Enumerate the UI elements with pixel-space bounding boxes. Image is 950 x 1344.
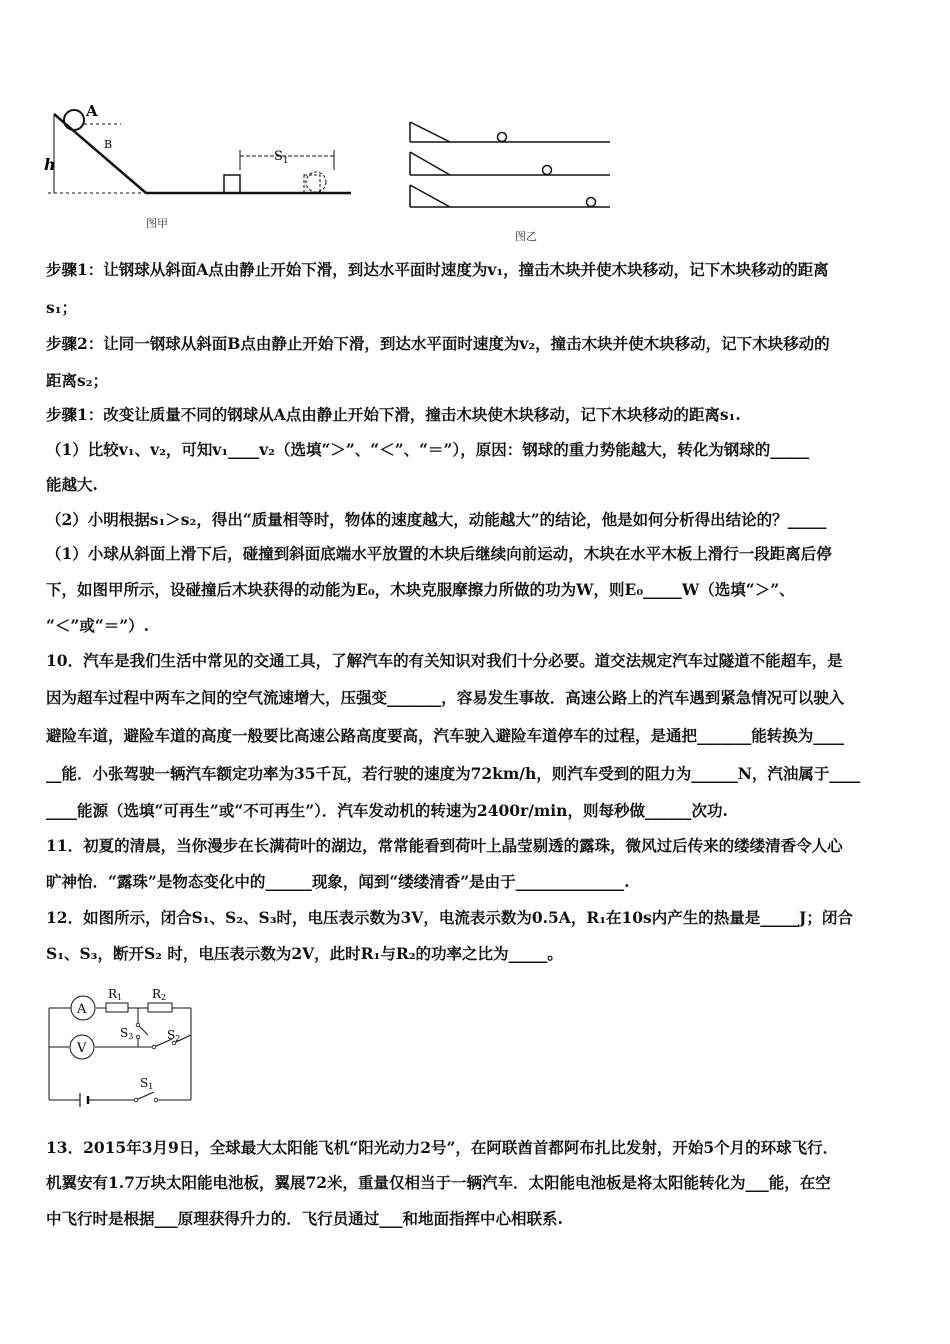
ball-3 <box>587 198 596 207</box>
ball-1 <box>498 133 507 142</box>
caption-jia: 图甲 <box>146 217 168 230</box>
ramp-slope <box>54 114 146 193</box>
step3-line: 步骤1：改变让质量不同的钢球从A点由静止开始下滑，撞击木块使木块移动，记下木块移动的距离s₁. <box>46 405 741 424</box>
ammeter-label: A <box>77 1002 87 1017</box>
resistor-r2 <box>148 1003 172 1012</box>
figure-jia <box>46 100 376 235</box>
q13-line-1: 13．2015年3月9日，全球最大太阳能飞机“阳光动力2号”，在阿联酋首都阿布扎比发射，开始5个月的环球飞行． <box>46 1138 839 1157</box>
track-1 <box>410 122 610 142</box>
q3-line-end: “＜”或“＝”）. <box>46 616 150 635</box>
step1-line-cont: s₁； <box>46 298 78 317</box>
label-s1: S1 <box>140 1076 154 1091</box>
q12-line-1: 12．如图所示，闭合S₁、S₂、S₃时，电压表示数为3V，电流表示数为0.5A，R₁在10s内产生的热量是_____J；闭合 <box>46 908 853 927</box>
q10-line-1: 10．汽车是我们生活中常见的交通工具，了解汽车的有关知识对我们十分必要。道交法规定汽车过隧道不能超车，是 <box>46 651 843 670</box>
label-b: B <box>104 138 113 151</box>
caption-yi: 图乙 <box>515 230 537 243</box>
ball-a <box>64 110 84 130</box>
q3-line: （1）小球从斜面上滑下后，碰撞到斜面底端水平放置的木块后继续向前运动，木块在水平木板上滑行一段距离后停 <box>46 544 832 563</box>
step1-line: 步骤1：让钢球从斜面A点由静止开始下滑，到达水平面时速度为v₁，撞击木块并使木块移动，记下木块移动的距离 <box>46 260 829 279</box>
figure-yi <box>405 112 620 247</box>
label-h: h <box>44 155 56 174</box>
q13-line-3: 中飞行时是根据___原理获得升力的．飞行员通过___和地面指挥中心相联系. <box>46 1209 563 1228</box>
ball-2 <box>543 166 552 175</box>
q10-line-5: ____能源（选填“可再生”或“不可再生”）．汽车发动机的转速为2400r/min，则每秒做______次功. <box>46 801 728 820</box>
wooden-block <box>224 175 240 193</box>
q10-line-4: __能．小张驾驶一辆汽车额定功率为35千瓦，若行驶的速度为72km/h，则汽车受到的阻力为______N，汽油属于____ <box>46 764 861 783</box>
label-a: A <box>86 102 98 120</box>
step2-line-cont: 距离s₂； <box>46 371 109 390</box>
voltmeter-label: V <box>77 1041 87 1056</box>
track-3 <box>410 185 610 207</box>
q11-line-2: 旷神怡．“露珠”是物态变化中的______现象，闻到“缕缕清香”是由于______________. <box>46 872 630 891</box>
track-2 <box>410 152 610 175</box>
circuit-diagram <box>44 975 204 1110</box>
label-s1: $S_1$ <box>274 149 289 166</box>
q2-line: （2）小明根据s₁＞s₂，得出“质量相等时，物体的速度越大，动能越大”的结论，他是如何分析得出结论的？_____ <box>46 510 827 529</box>
label-s3: S3 <box>120 1026 134 1041</box>
q1-line: （1）比较v₁、v₂，可知v₁____v₂（选填“＞”、“＜”、“＝”），原因：钢球的重力势能越大，转化为钢球的_____ <box>46 440 809 459</box>
block-moved <box>304 175 320 193</box>
q1-line-cont: 能越大. <box>46 475 98 494</box>
switch-s1 <box>136 1092 154 1100</box>
label-s2: S2 <box>167 1028 181 1043</box>
battery-icon <box>80 1093 88 1107</box>
step2-line: 步骤2：让同一钢球从斜面B点由静止开始下滑，到达水平面时速度为v₂，撞击木块并使木块移动，记下木块移动的 <box>46 334 830 353</box>
resistor-r1 <box>106 1003 128 1012</box>
q11-line-1: 11．初夏的清晨，当你漫步在长满荷叶的湖边，常常能看到荷叶上晶莹剔透的露珠，微风过后传来的缕缕清香令人心 <box>46 836 843 855</box>
q12-line-2: S₁、S₃，断开S₂ 时，电压表示数为2V，此时R₁与R₂的功率之比为_____。 <box>46 944 563 963</box>
q10-line-3: 避险车道，避险车道的高度一般要比高速公路高度要高，汽车驶入避险车道停车的过程，是通把_______能转换为____ <box>46 726 845 745</box>
q3-line-cont: 下，如图甲所示，设碰撞后木块获得的动能为E₀，木块克服摩擦力所做的功为W，则E₀_____W（选填“＞”、 <box>46 580 795 599</box>
label-r2: R2 <box>152 987 167 1002</box>
q10-line-2: 因为超车过程中两车之间的空气流速增大，压强变_______，容易发生事故．高速公路上的汽车遇到紧急情况可以驶入 <box>46 688 845 707</box>
label-r1: R1 <box>108 987 123 1002</box>
q13-line-2: 机翼安有1.7万块太阳能电池板，翼展72米，重量仅相当于一辆汽车．太阳能电池板是将太阳能转化为___能，在空 <box>46 1173 831 1192</box>
